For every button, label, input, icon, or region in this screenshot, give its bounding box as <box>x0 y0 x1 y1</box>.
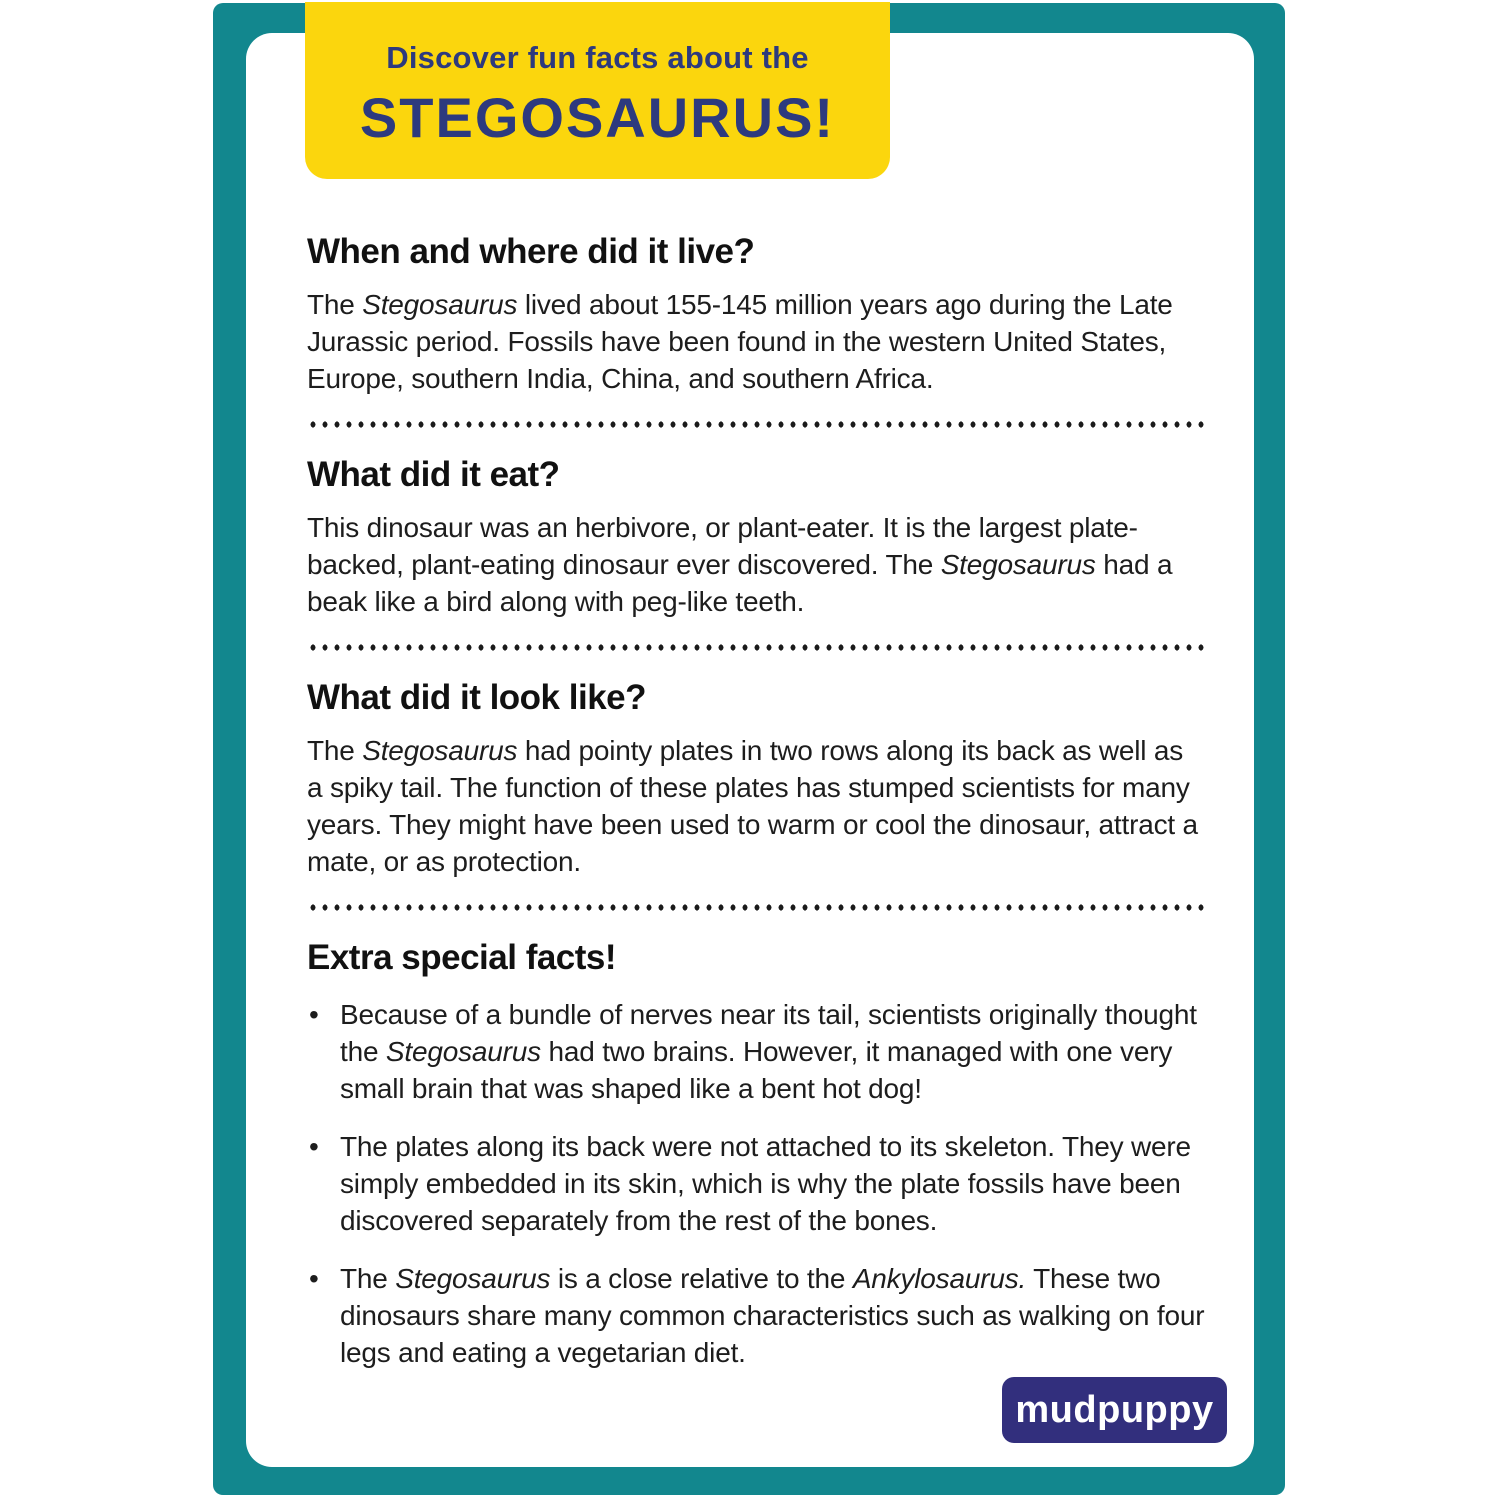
mudpuppy-logo <box>1002 1377 1227 1443</box>
text-segment-italic: Stegosaurus <box>362 289 518 320</box>
mudpuppy-logo-text: mudpuppy <box>1015 1388 1214 1431</box>
text-segment: had a beak like a bird along with peg-like teeth. <box>307 549 1173 617</box>
text-segment-italic: Stegosaurus <box>395 1263 551 1294</box>
dotted-divider <box>307 904 1205 911</box>
section-what-did-it-eat <box>307 455 1205 651</box>
section-body <box>307 732 1205 880</box>
text-segment-italic: Stegosaurus <box>385 1036 541 1067</box>
text-segment: This dinosaur was an herbivore, or plant-eater. It is the largest plate-backed, plant-eating dinosaur ever discovered. The <box>307 512 1138 580</box>
text-segment: These two dinosaurs share many common characteristics such as walking on four legs and eating a vegetarian diet. <box>340 1263 1205 1368</box>
section-extra-facts <box>307 938 1205 1371</box>
section-heading: When and where did it live? <box>307 232 755 271</box>
text-segment: The <box>307 289 363 320</box>
text-segment: The plates along its back were not attached to its skeleton. They were simply embedded in its skin, which is why the plate fossils have been discovered separately from the rest of the bones. <box>340 1131 1191 1236</box>
text-segment: lived about 155-145 million years ago during the Late Jurassic period. Fossils have been found in the western United States, Europe, southern India, China, and southern Africa. <box>307 289 1173 394</box>
banner-kicker: Discover fun facts about the <box>386 39 809 75</box>
text-segment: Because of a bundle of nerves near its tail, scientists originally thought the <box>340 999 1197 1067</box>
header-banner <box>305 2 890 179</box>
fact-item <box>307 1260 1205 1371</box>
text-segment: had two brains. However, it managed with one very small brain that was shaped like a bent hot dog! <box>340 1036 1173 1104</box>
text-segment-italic: Stegosaurus <box>940 549 1096 580</box>
dotted-divider <box>307 421 1205 428</box>
fact-text <box>340 1128 1205 1239</box>
section-body <box>307 286 1205 397</box>
text-segment: had pointy plates in two rows along its back as well as a spiky tail. The function of these plates has stumped scientists for many years. They might have been used to warm or cool the dinosaur, attract a mate, or as protection. <box>307 735 1198 877</box>
text-segment: The <box>340 1263 396 1294</box>
text-segment-italic: Stegosaurus <box>362 735 518 766</box>
bullet-dot: • <box>309 1263 319 1294</box>
fact-text <box>340 996 1205 1107</box>
section-heading: What did it look like? <box>307 678 646 717</box>
text-segment: is a close relative to the <box>550 1263 853 1294</box>
bullet-dot: • <box>309 999 319 1030</box>
banner-title: STEGOSAURUS! <box>359 85 836 149</box>
fact-text <box>340 1260 1205 1371</box>
dotted-divider <box>307 644 1205 651</box>
text-segment-italic: Ankylosaurus. <box>852 1263 1027 1294</box>
section-heading: Extra special facts! <box>307 938 617 977</box>
section-heading: What did it eat? <box>307 455 560 494</box>
facts-list <box>307 996 1205 1371</box>
section-when-and-where <box>307 232 1205 428</box>
bullet-dot: • <box>309 1131 319 1162</box>
section-what-did-it-look-like <box>307 678 1205 911</box>
card-content <box>307 232 1205 1371</box>
fact-item <box>307 1128 1205 1239</box>
text-segment: The <box>307 735 363 766</box>
fact-item <box>307 996 1205 1107</box>
section-body <box>307 509 1205 620</box>
